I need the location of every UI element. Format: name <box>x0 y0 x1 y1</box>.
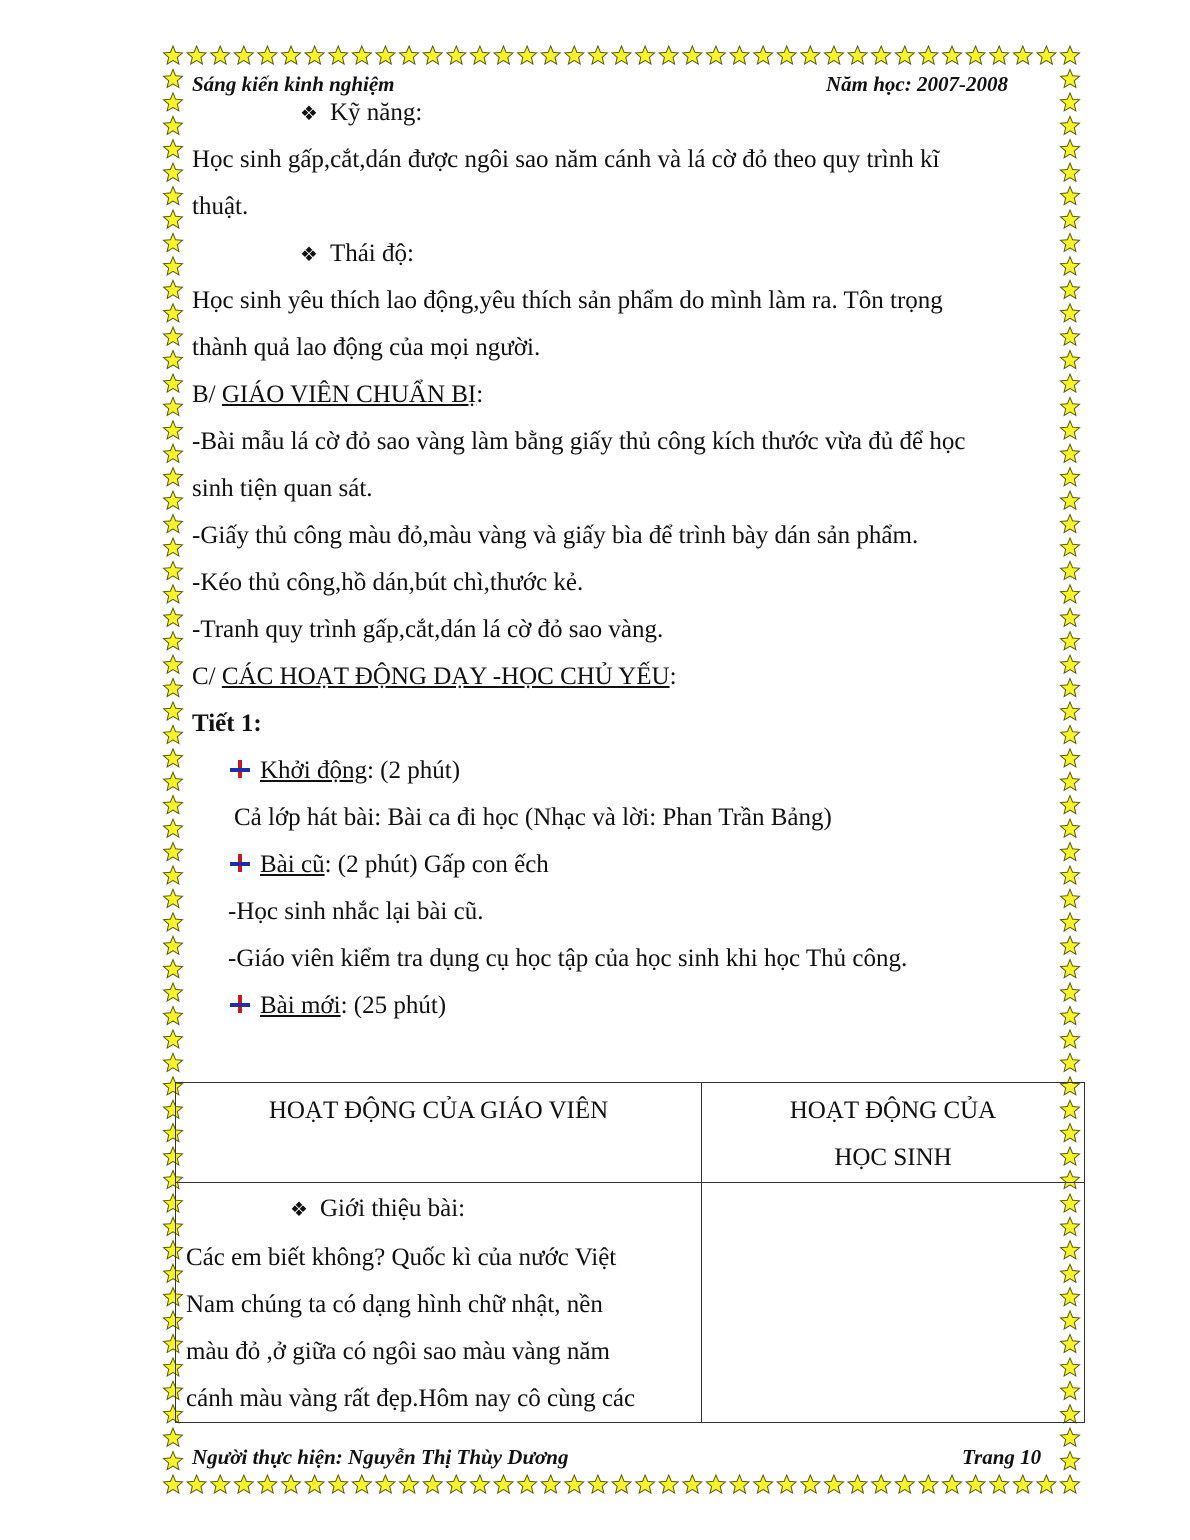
attitude-text-1: Học sinh yêu thích lao động,yêu thích sản phẩm do mình làm ra. Tôn trọng <box>192 287 943 314</box>
border-star-icon <box>164 843 183 861</box>
border-star-icon <box>565 46 584 64</box>
plus-bullet-icon <box>228 993 252 1015</box>
border-star-icon <box>164 585 183 603</box>
border-star-icon <box>423 1475 442 1493</box>
border-star-icon <box>990 1475 1009 1493</box>
border-star-icon <box>1061 116 1080 134</box>
border-star-icon <box>777 1475 796 1493</box>
border-star-icon <box>1061 491 1080 509</box>
border-star-icon <box>164 936 183 954</box>
border-star-icon <box>1061 632 1080 650</box>
border-star-icon <box>777 46 796 64</box>
border-star-icon <box>164 538 183 556</box>
border-star-icon <box>1061 257 1080 275</box>
border-star-icon <box>1061 679 1080 697</box>
border-star-icon <box>1061 936 1080 954</box>
border-star-icon <box>164 397 183 415</box>
border-star-icon <box>234 46 253 64</box>
border-star-icon <box>258 46 277 64</box>
border-star-icon <box>164 608 183 626</box>
border-star-icon <box>1061 749 1080 767</box>
prep-item-1-cont: sinh tiện quan sát. <box>192 475 373 502</box>
border-star-icon <box>1061 585 1080 603</box>
border-star-icon <box>1061 983 1080 1001</box>
border-star-icon <box>1061 538 1080 556</box>
diamond-bullet-icon: ❖ <box>300 244 318 266</box>
intro-line: màu đỏ ,ở giữa có ngôi sao màu vàng năm <box>186 1338 610 1365</box>
plus-bullet-icon <box>228 852 252 874</box>
border-star-icon <box>164 819 183 837</box>
border-star-icon <box>943 46 962 64</box>
plus-bullet-icon <box>228 758 252 780</box>
review-item-1: -Học sinh nhắc lại bài cũ. <box>228 898 484 925</box>
border-star-icon <box>1061 163 1080 181</box>
diamond-bullet-icon: ❖ <box>290 1199 308 1221</box>
border-star-icon <box>258 1475 277 1493</box>
border-star-icon <box>1061 374 1080 392</box>
border-star-icon <box>164 632 183 650</box>
border-star-icon <box>164 444 183 462</box>
border-star-icon <box>1061 960 1080 978</box>
border-star-icon <box>164 210 183 228</box>
border-star-icon <box>164 374 183 392</box>
border-star-icon <box>824 1475 843 1493</box>
border-star-icon <box>801 1475 820 1493</box>
border-star-icon <box>400 46 419 64</box>
border-star-icon <box>164 468 183 486</box>
border-star-icon <box>164 1053 183 1071</box>
border-star-icon <box>990 46 1009 64</box>
border-star-icon <box>164 1030 183 1048</box>
border-star-icon <box>447 1475 466 1493</box>
border-star-icon <box>187 1475 206 1493</box>
border-star-icon <box>1061 444 1080 462</box>
border-star-icon <box>164 515 183 533</box>
border-star-icon <box>895 46 914 64</box>
border-star-icon <box>352 1475 371 1493</box>
border-star-icon <box>376 1475 395 1493</box>
review-item-2: -Giáo viên kiểm tra dụng cụ học tập của học sinh khi học Thủ công. <box>228 945 908 972</box>
border-star-icon <box>706 46 725 64</box>
period-title: Tiết 1: <box>192 710 262 737</box>
border-star-icon <box>1061 1428 1080 1446</box>
border-star-icon <box>1061 280 1080 298</box>
border-star-icon <box>234 1475 253 1493</box>
border-star-icon <box>872 46 891 64</box>
border-star-icon <box>164 69 183 87</box>
section-b-title: GIÁO VIÊN CHUẨN BỊ <box>221 381 477 408</box>
border-star-icon <box>1061 1053 1080 1071</box>
footer-page: Trang 10 <box>962 1445 1042 1469</box>
border-star-icon <box>376 46 395 64</box>
student-activity-cell <box>702 1183 1085 1423</box>
border-star-icon <box>636 46 655 64</box>
border-star-icon <box>1037 46 1056 64</box>
border-star-icon <box>1061 327 1080 345</box>
border-star-icon <box>164 725 183 743</box>
border-star-icon <box>1061 819 1080 837</box>
border-star-icon <box>164 772 183 790</box>
border-star-icon <box>211 46 230 64</box>
border-star-icon <box>683 46 702 64</box>
border-star-icon <box>305 1475 324 1493</box>
attitude-text-2: thành quả lao động của mọi người. <box>192 334 541 361</box>
border-star-icon <box>400 1475 419 1493</box>
border-star-icon <box>541 46 560 64</box>
border-star-icon <box>518 1475 537 1493</box>
intro-line: cánh màu vàng rất đẹp.Hôm nay cô cùng các <box>186 1385 636 1412</box>
border-star-icon <box>730 46 749 64</box>
border-star-icon <box>423 46 442 64</box>
border-star-icon <box>1061 515 1080 533</box>
border-star-icon <box>588 46 607 64</box>
border-star-icon <box>919 1475 938 1493</box>
skill-text-2: thuật. <box>192 193 249 220</box>
border-star-icon <box>612 1475 631 1493</box>
attitude-heading: ❖ Thái độ: <box>300 240 414 267</box>
border-star-icon <box>164 233 183 251</box>
border-star-icon <box>754 46 773 64</box>
border-star-icon <box>801 46 820 64</box>
border-star-icon <box>872 1475 891 1493</box>
border-star-icon <box>1037 1475 1056 1493</box>
border-star-icon <box>164 187 183 205</box>
border-star-icon <box>1061 655 1080 673</box>
warmup-text: Cả lớp hát bài: Bài ca đi học (Nhạc và lời: Phan Trần Bảng) <box>234 804 832 831</box>
border-star-icon <box>1061 233 1080 251</box>
border-star-icon <box>966 46 985 64</box>
border-star-icon <box>1061 1452 1080 1470</box>
border-star-icon <box>1061 69 1080 87</box>
prep-item-2: -Giấy thủ công màu đỏ,màu vàng và giấy bìa để trình bày dán sản phẩm. <box>192 522 919 549</box>
border-star-icon <box>187 46 206 64</box>
border-star-icon <box>1061 913 1080 931</box>
border-star-icon <box>164 796 183 814</box>
border-star-icon <box>1061 210 1080 228</box>
border-star-icon <box>1013 1475 1032 1493</box>
border-star-icon <box>612 46 631 64</box>
border-star-icon <box>164 163 183 181</box>
section-c-heading: C/ CÁC HOẠT ĐỘNG DẠY -HỌC CHỦ YẾU: <box>192 663 677 690</box>
intro-line: Các em biết không? Quốc kì của nước Việt <box>186 1244 617 1271</box>
prep-item-1: -Bài mẫu lá cờ đỏ sao vàng làm bằng giấy thủ công kích thước vừa đủ để học <box>192 428 966 455</box>
border-star-icon <box>329 46 348 64</box>
border-star-icon <box>1013 46 1032 64</box>
border-star-icon <box>1061 351 1080 369</box>
header-right: Năm học: 2007-2008 <box>826 72 1008 96</box>
border-star-icon <box>754 1475 773 1493</box>
border-star-icon <box>588 1475 607 1493</box>
border-star-icon <box>1061 46 1080 64</box>
border-star-icon <box>494 1475 513 1493</box>
header-left: Sáng kiến kinh nghiệm <box>192 72 395 96</box>
border-star-icon <box>1061 561 1080 579</box>
border-star-icon <box>636 1475 655 1493</box>
border-star-icon <box>164 1428 183 1446</box>
border-star-icon <box>211 1475 230 1493</box>
border-star-icon <box>164 116 183 134</box>
border-star-icon <box>1061 1475 1080 1493</box>
border-star-icon <box>164 1452 183 1470</box>
border-star-icon <box>659 1475 678 1493</box>
border-star-icon <box>1061 1030 1080 1048</box>
border-star-icon <box>164 1007 183 1025</box>
border-star-icon <box>943 1475 962 1493</box>
border-star-icon <box>1061 843 1080 861</box>
border-star-icon <box>1061 397 1080 415</box>
border-star-icon <box>329 1475 348 1493</box>
border-star-icon <box>541 1475 560 1493</box>
intro-heading: ❖ Giới thiệu bài: <box>290 1195 466 1222</box>
border-star-icon <box>730 1475 749 1493</box>
border-star-icon <box>164 46 183 64</box>
review-line: Bài cũ: (2 phút) Gấp con ếch <box>228 850 549 880</box>
border-star-icon <box>164 983 183 1001</box>
border-star-icon <box>164 655 183 673</box>
prep-item-4: -Tranh quy trình gấp,cắt,dán lá cờ đỏ sao vàng. <box>192 616 664 643</box>
border-star-icon <box>1061 304 1080 322</box>
border-star-icon <box>1061 1007 1080 1025</box>
new-lesson-line: Bài mới: (25 phút) <box>228 991 446 1021</box>
border-star-icon <box>164 960 183 978</box>
border-star-icon <box>1061 140 1080 158</box>
border-star-icon <box>848 1475 867 1493</box>
border-star-icon <box>164 421 183 439</box>
activity-table <box>175 1082 1085 1423</box>
border-star-icon <box>1061 468 1080 486</box>
border-star-icon <box>565 1475 584 1493</box>
warmup-line: Khởi động: (2 phút) <box>228 756 460 786</box>
border-star-icon <box>659 46 678 64</box>
border-star-icon <box>164 304 183 322</box>
border-star-icon <box>164 351 183 369</box>
border-star-icon <box>518 46 537 64</box>
border-star-icon <box>470 1475 489 1493</box>
border-star-icon <box>1061 796 1080 814</box>
section-c-title: CÁC HOẠT ĐỘNG DẠY -HỌC CHỦ YẾU <box>221 663 670 690</box>
border-star-icon <box>1061 866 1080 884</box>
skill-text-1: Học sinh gấp,cắt,dán được ngôi sao năm cánh và lá cờ đỏ theo quy trình kĩ <box>192 146 940 173</box>
border-star-icon <box>1061 187 1080 205</box>
footer-author: Người thực hiện: Nguyễn Thị Thùy Dương <box>192 1445 569 1469</box>
border-star-icon <box>1061 725 1080 743</box>
border-star-icon <box>848 46 867 64</box>
diamond-bullet-icon: ❖ <box>300 103 318 125</box>
section-b-heading: B/ GIÁO VIÊN CHUẨN BỊ: <box>192 381 484 408</box>
border-star-icon <box>164 749 183 767</box>
teacher-activity-cell <box>176 1183 702 1423</box>
border-star-icon <box>352 46 371 64</box>
border-star-icon <box>282 1475 301 1493</box>
border-star-icon <box>1061 421 1080 439</box>
border-star-icon <box>305 46 324 64</box>
border-star-icon <box>164 866 183 884</box>
border-star-icon <box>164 93 183 111</box>
border-star-icon <box>919 46 938 64</box>
border-star-icon <box>1061 772 1080 790</box>
border-star-icon <box>164 257 183 275</box>
intro-line: Nam chúng ta có dạng hình chữ nhật, nền <box>186 1291 603 1318</box>
border-star-icon <box>470 46 489 64</box>
border-star-icon <box>1061 93 1080 111</box>
border-star-icon <box>706 1475 725 1493</box>
border-star-icon <box>164 913 183 931</box>
border-star-icon <box>164 679 183 697</box>
student-column-header: HOẠT ĐỘNG CỦA HỌC SINH <box>702 1083 1085 1183</box>
skill-heading: ❖ Kỹ năng: <box>300 99 423 126</box>
border-star-icon <box>164 1475 183 1493</box>
prep-item-3: -Kéo thủ công,hồ dán,bút chì,thước kẻ. <box>192 569 584 596</box>
border-star-icon <box>1061 889 1080 907</box>
border-star-icon <box>494 46 513 64</box>
border-star-icon <box>1061 702 1080 720</box>
border-star-icon <box>164 140 183 158</box>
border-star-icon <box>683 1475 702 1493</box>
border-star-icon <box>164 327 183 345</box>
border-star-icon <box>966 1475 985 1493</box>
border-star-icon <box>824 46 843 64</box>
border-star-icon <box>164 280 183 298</box>
border-star-icon <box>895 1475 914 1493</box>
border-star-icon <box>447 46 466 64</box>
border-star-icon <box>164 491 183 509</box>
teacher-column-header: HOẠT ĐỘNG CỦA GIÁO VIÊN <box>176 1083 702 1183</box>
border-star-icon <box>1061 608 1080 626</box>
border-star-icon <box>282 46 301 64</box>
border-star-icon <box>164 889 183 907</box>
border-star-icon <box>164 561 183 579</box>
border-star-icon <box>164 702 183 720</box>
